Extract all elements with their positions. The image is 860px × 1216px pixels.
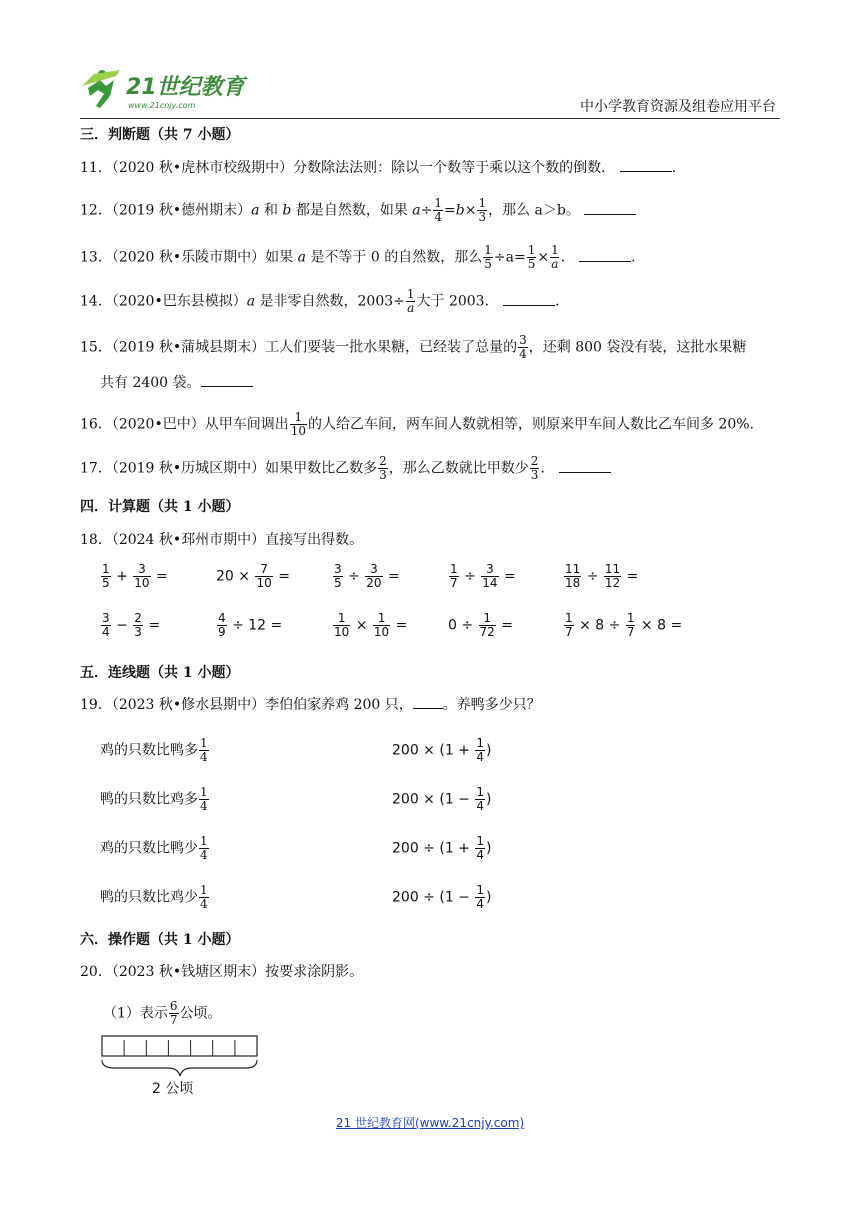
match-left-frac: [199, 786, 209, 813]
operator: ×: [355, 617, 368, 634]
calc-1-1: [100, 563, 168, 590]
operator: ÷: [348, 568, 360, 585]
den: 7: [450, 576, 458, 590]
q14-tail: 大于 2003．: [416, 293, 499, 310]
match-left-3[interactable]: [100, 835, 210, 862]
section-3-title: 三．判断题（共 7 小题）: [80, 127, 240, 143]
section-6-title: 六．操作题（共 1 小题）: [80, 932, 240, 948]
den: 4: [200, 750, 208, 764]
question-12: [80, 197, 636, 224]
num: 1: [476, 883, 484, 897]
expr-frac: [475, 884, 485, 911]
calc-2-1: [100, 612, 160, 639]
grid-label: 2 公顷: [152, 1081, 194, 1097]
q13-f3-den: a: [551, 257, 559, 271]
den: 4: [476, 750, 484, 764]
q13-blank: [579, 247, 631, 262]
q16-text-2: 的人给乙车间，两车间人数就相等，则原来甲车间人数比乙车间多 20%.: [307, 416, 755, 433]
calc-2-5-frac-b: [626, 612, 636, 639]
equals: =: [501, 617, 514, 634]
expr-post: ): [486, 742, 492, 759]
q12-var-a: a: [251, 202, 260, 219]
den: 7: [565, 625, 573, 639]
den: 4: [476, 897, 484, 911]
den: 12: [604, 576, 621, 590]
question-11: [80, 157, 676, 178]
calc-1-1-frac-b: [133, 563, 150, 590]
section-5-title: 五．连线题（共 1 小题）: [80, 665, 240, 681]
num: 1: [102, 562, 110, 576]
num: 3: [102, 611, 110, 625]
logo: [80, 66, 250, 114]
equals: × 8 =: [640, 617, 683, 634]
expr-post: ): [486, 840, 492, 857]
q12-fraction-1: [433, 197, 443, 224]
den: 20: [366, 576, 382, 590]
num: 3: [370, 562, 378, 576]
num: 11: [604, 562, 621, 576]
calc-1-5-frac-b: [604, 563, 621, 590]
q20-sub-text: （1）表示: [103, 1005, 168, 1022]
match-left-frac: [199, 737, 209, 764]
operator: ÷: [464, 568, 476, 585]
q12-op-mul: ×: [464, 202, 477, 219]
question-19: [80, 694, 541, 715]
equals: =: [395, 617, 408, 634]
q17-blank: [559, 458, 611, 473]
match-right-1[interactable]: [392, 737, 491, 764]
match-left-label: 鸭的只数比鸡多: [100, 791, 198, 808]
den: 9: [218, 625, 226, 639]
calc-1-2: [216, 563, 290, 590]
q13-fraction-1: [483, 244, 493, 271]
q13-source: 13．（2020 秋•乐陵市期中）如果: [80, 249, 298, 266]
q11-suffix: .: [671, 160, 677, 176]
num: 1: [476, 834, 484, 848]
equals: =: [278, 568, 290, 585]
match-left-1[interactable]: [100, 737, 210, 764]
q14-text: 是非零自然数，2003÷: [255, 293, 405, 310]
q16-fraction: [290, 411, 307, 438]
den: 5: [102, 576, 110, 590]
den: 4: [200, 897, 208, 911]
q17-text-1: 17．（2019 秋•历城区期中）如果甲数比乙数多: [80, 460, 378, 477]
q15-blank: [201, 372, 253, 387]
den: 3: [134, 625, 142, 639]
q12-source: 12．（2019 秋•德州期末）: [80, 202, 252, 219]
q20-sub-text-2: 公顷。: [179, 1005, 222, 1022]
num: 1: [483, 611, 491, 625]
den: 4: [476, 799, 484, 813]
expr-frac: [475, 786, 485, 813]
den: 18: [565, 576, 581, 590]
q13-f2-den: 5: [527, 257, 536, 271]
calc-1-5: [563, 563, 638, 590]
den: 10: [256, 576, 272, 590]
num: 1: [377, 611, 386, 625]
den: 7: [626, 625, 635, 639]
q19-text-1: 19．（2023 秋•修水县期中）李伯伯家养鸡 200 只，: [80, 697, 413, 713]
question-17: [80, 455, 611, 482]
q11-blank: [620, 157, 672, 172]
expr-post: ): [486, 889, 492, 906]
q13-op: ÷a=: [493, 249, 526, 266]
q13-fraction-3: [550, 244, 560, 271]
match-left-frac: [199, 884, 209, 911]
calc-1-4-frac-a: [449, 563, 459, 590]
calc-1-3: [332, 563, 400, 590]
q17-text-2: ，那么乙数就比甲数少: [388, 460, 529, 477]
den: 10: [134, 576, 150, 590]
den: 72: [479, 625, 495, 639]
match-left-label: 鸡的只数比鸭多: [100, 742, 198, 759]
num: 3: [334, 562, 342, 576]
match-left-2[interactable]: [100, 786, 210, 813]
match-left-4[interactable]: [100, 884, 210, 911]
equals: =: [148, 617, 161, 634]
match-left-label: 鸭的只数比鸡少: [100, 889, 198, 906]
match-right-2[interactable]: [392, 786, 491, 813]
q17-f2-den: 3: [530, 468, 539, 482]
den: 5: [334, 576, 342, 590]
calc-2-3-frac-a: [333, 612, 350, 639]
expr-pre: 200 × (1 −: [392, 791, 470, 808]
operand: 0 ÷: [448, 617, 474, 634]
expr-pre: 200 ÷ (1 −: [392, 889, 470, 906]
q13-fraction-2: [527, 244, 537, 271]
q12-fraction-2: [477, 197, 487, 224]
q15-text-2: ，还剩 800 袋没有装，这批水果糖: [528, 339, 747, 356]
calc-2-4-frac: [479, 612, 496, 639]
num: 1: [200, 883, 208, 897]
section-4-title: 四．计算题（共 1 小题）: [80, 499, 240, 515]
num: 1: [476, 785, 484, 799]
den: 10: [334, 625, 350, 639]
q15-text-1: 15．（2019 秋•蒲城县期末）工人们要装一批水果糖，已经装了总量的: [80, 339, 518, 356]
operator: +: [116, 568, 128, 585]
q15-text-3: 共有 2400 袋。: [100, 375, 201, 391]
q12-tail: ，那么 a＞b。: [488, 202, 580, 219]
calc-2-4: [448, 612, 513, 639]
q12-f1-den: 4: [434, 210, 443, 224]
question-18: 18．（2024 秋•邳州市期中）直接写出得数。: [80, 532, 364, 548]
num: 1: [626, 611, 635, 625]
calc-2-5: [563, 612, 682, 639]
den: 14: [482, 576, 498, 590]
q17-tail: ．: [540, 460, 555, 477]
q16-text-1: 16．（2020•巴中）从甲车间调出: [80, 416, 289, 433]
q16-f-den: 10: [290, 424, 306, 438]
q15-f-den: 4: [519, 347, 527, 361]
num: 1: [337, 611, 346, 625]
calc-1-3-frac-b: [365, 563, 382, 590]
calc-2-2: [216, 612, 282, 639]
num: 1: [565, 611, 573, 625]
calc-2-5-frac-a: [564, 612, 574, 639]
den: 4: [476, 848, 484, 862]
num: 3: [138, 562, 146, 576]
q15-f-num: 3: [519, 333, 527, 347]
q17-fraction-2: [530, 455, 540, 482]
calc-2-3: [332, 612, 407, 639]
q12-f2-num: 1: [478, 196, 487, 210]
num: 1: [200, 736, 208, 750]
num: 1: [450, 562, 458, 576]
question-14: [80, 288, 560, 315]
q12-op-div: ÷: [420, 202, 433, 219]
svg-text:21世纪教育: 21世纪教育: [126, 75, 245, 100]
q12-f1-num: 1: [434, 196, 443, 210]
q19-text-2: 。养鸭多少只？: [442, 697, 541, 713]
calc-1-3-frac-a: [333, 563, 343, 590]
q13-f3-num: 1: [551, 243, 559, 257]
q12-blank: [584, 200, 636, 215]
q12-var-a2: a: [412, 202, 421, 219]
question-20-part-1: [103, 1000, 222, 1027]
num: 1: [200, 834, 208, 848]
calc-1-2-frac: [255, 563, 272, 590]
q12-text-2: 都是自然数，如果: [291, 202, 413, 219]
calc-1-4-frac-b: [481, 563, 498, 590]
calc-1-4: [448, 563, 516, 590]
num: 4: [218, 611, 226, 625]
q13-end: .: [631, 249, 636, 266]
q13-tail: ．: [560, 249, 575, 266]
match-right-4[interactable]: [392, 884, 491, 911]
expr-pre: 200 ÷ (1 +: [392, 840, 470, 857]
q20-fraction: [169, 1000, 179, 1027]
den: 4: [200, 799, 208, 813]
den: 10: [373, 625, 390, 639]
q14-fraction: [406, 288, 416, 315]
num: 3: [486, 562, 494, 576]
equals: =: [626, 568, 639, 585]
den: 4: [102, 625, 110, 639]
match-left-frac: [199, 835, 209, 862]
question-15-line-2: [100, 372, 253, 393]
calc-2-2-frac: [217, 612, 227, 639]
q17-f1-den: 3: [379, 468, 387, 482]
num: 11: [565, 562, 581, 576]
question-16: [80, 411, 754, 438]
den: 7: [169, 1013, 178, 1027]
q14-f-den: a: [407, 301, 415, 315]
q14-f-num: 1: [406, 287, 415, 301]
expr-post: ): [486, 791, 492, 808]
expr-pre: 200 × (1 +: [392, 742, 470, 759]
match-right-3[interactable]: [392, 835, 491, 862]
q12-eq: =: [444, 202, 456, 219]
num: 1: [200, 785, 208, 799]
expr-frac: [475, 835, 485, 862]
q13-f2-num: 1: [527, 243, 536, 257]
q14-var-a: a: [246, 293, 256, 310]
question-20: 20．（2023 秋•钱塘区期末）按要求涂阴影。: [80, 964, 364, 980]
q14-blank: [503, 291, 555, 306]
num: 1: [476, 736, 484, 750]
match-left-label: 鸡的只数比鸭少: [100, 840, 198, 857]
q15-fraction: [518, 334, 528, 361]
q17-fraction-1: [378, 455, 388, 482]
q13-text: 是不等于 0 的自然数，那么: [305, 249, 483, 266]
operator: × 8 ÷: [579, 617, 621, 634]
q12-var-b: b: [282, 202, 292, 219]
question-15: [80, 334, 746, 361]
q17-f1-num: 2: [379, 454, 387, 468]
q12-var-b2: b: [455, 202, 465, 219]
q17-f2-num: 2: [530, 454, 539, 468]
calc-2-1-frac-a: [101, 612, 111, 639]
q13-f1-den: 5: [484, 257, 492, 271]
den: 4: [200, 848, 208, 862]
q11-text: 11．（2020 秋•虎林市校级期中）分数除法法则：除以一个数等于乘以这个数的倒数．: [80, 160, 616, 176]
svg-text:www.21cnjy.com: www.21cnjy.com: [128, 101, 196, 110]
calc-1-5-frac-a: [564, 563, 581, 590]
num: 7: [260, 562, 268, 576]
q13-op-mul: ×: [537, 249, 550, 266]
equals: =: [388, 568, 400, 585]
footer-link[interactable]: 21 世纪教育网(www.21cnjy.com): [335, 1116, 525, 1130]
calc-1-1-frac-a: [101, 563, 111, 590]
operator: ÷: [586, 568, 599, 585]
num: 2: [134, 611, 142, 625]
expr-frac: [475, 737, 485, 764]
q16-f-num: 1: [294, 410, 303, 424]
q13-f1-num: 1: [484, 243, 492, 257]
equals: =: [156, 568, 168, 585]
calc-2-3-frac-b: [373, 612, 390, 639]
equals: ÷ 12 =: [232, 617, 283, 634]
header-divider: [80, 118, 780, 119]
q12-text-1: 和: [259, 202, 283, 219]
operator: −: [116, 617, 128, 634]
calc-2-1-frac-b: [133, 612, 143, 639]
q14-source: 14．（2020•巴东县模拟）: [80, 293, 247, 310]
platform-title: 中小学教育资源及组卷应用平台: [580, 99, 776, 115]
q19-blank: [413, 694, 443, 709]
operand: 20 ×: [216, 568, 250, 585]
num: 6: [169, 999, 178, 1013]
q12-f2-den: 3: [478, 210, 487, 224]
question-13: [80, 244, 636, 271]
q14-end: .: [555, 293, 560, 310]
equals: =: [504, 568, 516, 585]
q13-var-a: a: [297, 249, 306, 266]
